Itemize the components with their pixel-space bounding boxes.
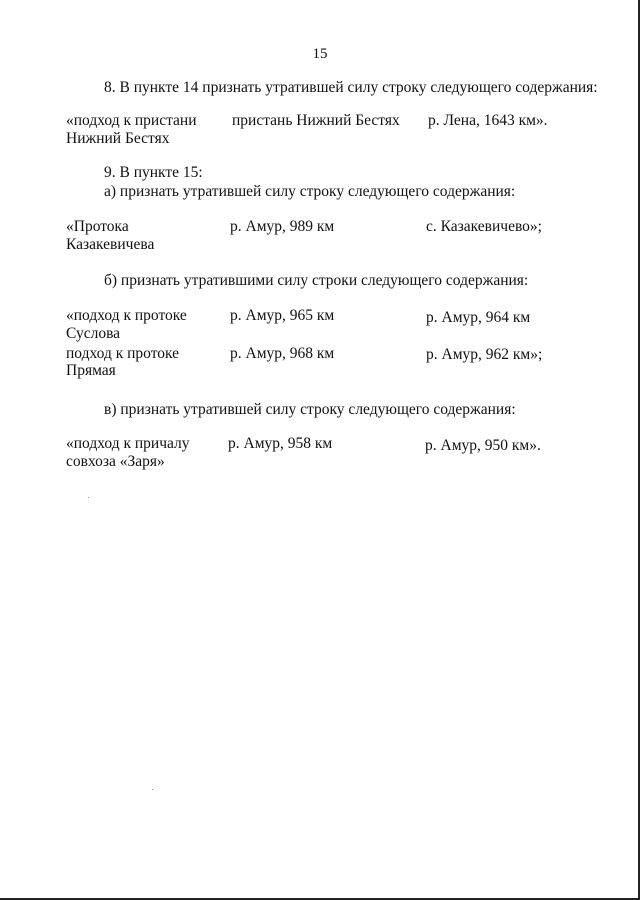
item-9b-row2-col3: р. Амур, 962 км»; xyxy=(426,346,543,363)
item-9a-row1-col1-line2: Казакевичева xyxy=(66,236,155,253)
item-9c-row1-col3: р. Амур, 950 км». xyxy=(425,437,541,454)
item-9b-row1-col3: р. Амур, 964 км xyxy=(426,309,531,326)
item-9b-row2-col1-line2: Прямая xyxy=(66,362,116,379)
item-9-heading: 9. В пункте 15: xyxy=(104,164,203,181)
item-8-heading: 8. В пункте 14 признать утратившей силу строку следующего содержания: xyxy=(104,79,598,96)
item-9b-heading: б) признать утратившими силу строки следующего содержания: xyxy=(104,272,529,289)
item-9a-row1-col1-line1: «Протока xyxy=(66,218,129,235)
item-9b-row1-col1-line2: Суслова xyxy=(66,325,121,342)
item-9b-row2-col2: р. Амур, 968 км xyxy=(230,345,335,362)
item-9b-row1-col1-line1: «подход к протоке xyxy=(66,307,187,324)
item-9b-row1-col2: р. Амур, 965 км xyxy=(230,307,335,324)
item-8-col3: р. Лена, 1643 км». xyxy=(428,112,548,129)
item-8-col1-line1: «подход к пристани xyxy=(66,112,197,129)
scan-speck xyxy=(152,789,153,790)
item-8-col2: пристань Нижний Бестях xyxy=(232,112,400,129)
item-9a-row1-col2: р. Амур, 989 км xyxy=(230,218,335,235)
item-9a-row1-col3: с. Казакевичево»; xyxy=(426,218,542,235)
item-9b-row2-col1-line1: подход к протоке xyxy=(66,345,180,362)
item-9c-row1-col1-line2: совхоза «Заря» xyxy=(66,453,165,470)
page-number: 15 xyxy=(312,46,328,62)
item-8-col1-line2: Нижний Бестях xyxy=(66,130,170,147)
item-9a-heading: а) признать утратившей силу строку следующего содержания: xyxy=(104,183,516,200)
scan-speck xyxy=(88,497,89,498)
item-9c-row1-col2: р. Амур, 958 км xyxy=(228,435,333,452)
item-9c-heading: в) признать утратившей силу строку следующего содержания: xyxy=(104,401,516,418)
item-9c-row1-col1-line1: «подход к причалу xyxy=(66,435,190,452)
